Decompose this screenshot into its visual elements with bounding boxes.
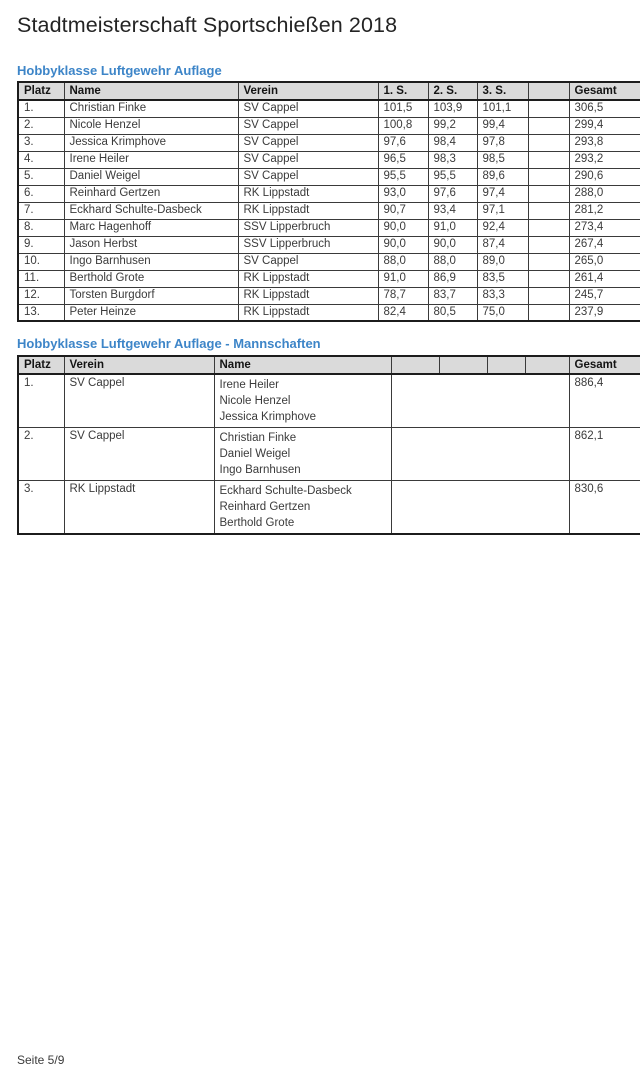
empty-cell (528, 304, 569, 321)
column-header-empty (439, 356, 487, 374)
table2-heading: Hobbyklasse Luftgewehr Auflage - Mannschaften (17, 336, 321, 351)
series3-cell: 97,4 (477, 185, 528, 202)
team-members-cell (214, 481, 391, 535)
verein-cell: SV Cappel (238, 134, 378, 151)
series2-cell: 86,9 (428, 270, 477, 287)
team-member-name: Ingo Barnhusen (219, 464, 301, 476)
platz-cell: 9. (18, 236, 64, 253)
series3-cell: 83,3 (477, 287, 528, 304)
verein-cell: SSV Lipperbruch (238, 236, 378, 253)
gesamt-cell: 299,4 (569, 117, 640, 134)
verein-cell: RK Lippstadt (238, 202, 378, 219)
gesamt-cell: 293,2 (569, 151, 640, 168)
series2-cell: 103,9 (428, 100, 477, 117)
series3-cell: 75,0 (477, 304, 528, 321)
platz-cell: 10. (18, 253, 64, 270)
series1-cell: 82,4 (378, 304, 428, 321)
column-header-verein: Verein (238, 82, 378, 100)
series1-cell: 95,5 (378, 168, 428, 185)
name-cell: Reinhard Gertzen (64, 185, 238, 202)
table-row (18, 428, 640, 481)
column-header-2-s-: 2. S. (428, 82, 477, 100)
gesamt-cell: 273,4 (569, 219, 640, 236)
empty-cell (528, 117, 569, 134)
gesamt-cell: 245,7 (569, 287, 640, 304)
platz-cell: 7. (18, 202, 64, 219)
column-header-empty (525, 356, 569, 374)
empty-cell (528, 219, 569, 236)
empty-cell (528, 134, 569, 151)
series2-cell: 99,2 (428, 117, 477, 134)
table-header-row (18, 82, 640, 100)
page-number: Seite 5/9 (17, 1053, 65, 1067)
team-member-name: Christian Finke (219, 432, 297, 444)
series2-cell: 98,4 (428, 134, 477, 151)
platz-cell: 5. (18, 168, 64, 185)
verein-cell: RK Lippstadt (238, 270, 378, 287)
verein-cell: SV Cappel (238, 100, 378, 117)
verein-cell: SSV Lipperbruch (238, 219, 378, 236)
gesamt-cell: 281,2 (569, 202, 640, 219)
name-cell: Daniel Weigel (64, 168, 238, 185)
verein-cell: SV Cappel (238, 168, 378, 185)
series2-cell: 88,0 (428, 253, 477, 270)
column-header-empty (528, 82, 569, 100)
table-row (18, 151, 640, 168)
team-member-name: Nicole Henzel (219, 395, 291, 407)
series3-cell: 99,4 (477, 117, 528, 134)
series2-cell: 97,6 (428, 185, 477, 202)
verein-cell: RK Lippstadt (238, 287, 378, 304)
series1-cell: 90,7 (378, 202, 428, 219)
team-members-cell (214, 374, 391, 428)
table-row (18, 168, 640, 185)
gesamt-cell: 267,4 (569, 236, 640, 253)
column-header-3-s-: 3. S. (477, 82, 528, 100)
name-cell: Eckhard Schulte-Dasbeck (64, 202, 238, 219)
column-header-gesamt: Gesamt (569, 356, 640, 374)
platz-cell: 2. (18, 428, 64, 481)
series2-cell: 98,3 (428, 151, 477, 168)
series1-cell: 96,5 (378, 151, 428, 168)
gesamt-cell: 306,5 (569, 100, 640, 117)
gesamt-cell: 261,4 (569, 270, 640, 287)
platz-cell: 2. (18, 117, 64, 134)
series3-cell: 97,1 (477, 202, 528, 219)
column-header-empty (391, 356, 439, 374)
series2-cell: 80,5 (428, 304, 477, 321)
results-table-teams (17, 355, 640, 535)
column-header-platz: Platz (18, 356, 64, 374)
gesamt-cell: 288,0 (569, 185, 640, 202)
column-header-platz: Platz (18, 82, 64, 100)
table-row (18, 100, 640, 117)
series3-cell: 89,6 (477, 168, 528, 185)
verein-cell: RK Lippstadt (238, 304, 378, 321)
column-header-verein: Verein (64, 356, 214, 374)
series3-cell: 83,5 (477, 270, 528, 287)
column-header-name: Name (64, 82, 238, 100)
series2-cell: 83,7 (428, 287, 477, 304)
platz-cell: 6. (18, 185, 64, 202)
empty-cell (391, 374, 569, 428)
name-cell: Jessica Krimphove (64, 134, 238, 151)
series1-cell: 93,0 (378, 185, 428, 202)
name-cell: Jason Herbst (64, 236, 238, 253)
series1-cell: 90,0 (378, 236, 428, 253)
table-row (18, 287, 640, 304)
name-cell: Nicole Henzel (64, 117, 238, 134)
series3-cell: 101,1 (477, 100, 528, 117)
series3-cell: 97,8 (477, 134, 528, 151)
table1-heading: Hobbyklasse Luftgewehr Auflage (17, 63, 222, 78)
table-row (18, 219, 640, 236)
table-row (18, 481, 640, 535)
column-header-empty (487, 356, 525, 374)
platz-cell: 11. (18, 270, 64, 287)
gesamt-cell: 862,1 (569, 428, 640, 481)
series3-cell: 89,0 (477, 253, 528, 270)
empty-cell (391, 428, 569, 481)
series2-cell: 93,4 (428, 202, 477, 219)
verein-cell: SV Cappel (238, 151, 378, 168)
empty-cell (528, 236, 569, 253)
verein-cell: RK Lippstadt (238, 185, 378, 202)
name-cell: Christian Finke (64, 100, 238, 117)
column-header-gesamt: Gesamt (569, 82, 640, 100)
gesamt-cell: 237,9 (569, 304, 640, 321)
name-cell: Marc Hagenhoff (64, 219, 238, 236)
verein-cell: SV Cappel (64, 428, 214, 481)
series1-cell: 90,0 (378, 219, 428, 236)
series2-cell: 91,0 (428, 219, 477, 236)
table-row (18, 185, 640, 202)
series3-cell: 98,5 (477, 151, 528, 168)
platz-cell: 3. (18, 134, 64, 151)
table-row (18, 202, 640, 219)
empty-cell (528, 270, 569, 287)
series2-cell: 90,0 (428, 236, 477, 253)
series1-cell: 91,0 (378, 270, 428, 287)
name-cell: Peter Heinze (64, 304, 238, 321)
gesamt-cell: 293,8 (569, 134, 640, 151)
table-row (18, 134, 640, 151)
platz-cell: 4. (18, 151, 64, 168)
series1-cell: 100,8 (378, 117, 428, 134)
name-cell: Berthold Grote (64, 270, 238, 287)
table-row (18, 374, 640, 428)
gesamt-cell: 265,0 (569, 253, 640, 270)
empty-cell (528, 253, 569, 270)
verein-cell: SV Cappel (64, 374, 214, 428)
team-members-cell (214, 428, 391, 481)
page-title: Stadtmeisterschaft Sportschießen 2018 (17, 13, 398, 37)
platz-cell: 3. (18, 481, 64, 535)
team-member-name: Eckhard Schulte-Dasbeck (219, 485, 352, 497)
platz-cell: 13. (18, 304, 64, 321)
empty-cell (528, 151, 569, 168)
empty-cell (528, 287, 569, 304)
platz-cell: 1. (18, 100, 64, 117)
table-row (18, 270, 640, 287)
name-cell: Ingo Barnhusen (64, 253, 238, 270)
verein-cell: SV Cappel (238, 253, 378, 270)
gesamt-cell: 290,6 (569, 168, 640, 185)
platz-cell: 8. (18, 219, 64, 236)
table-header-row (18, 356, 640, 374)
empty-cell (528, 168, 569, 185)
table-row (18, 236, 640, 253)
platz-cell: 1. (18, 374, 64, 428)
team-member-name: Reinhard Gertzen (219, 501, 311, 513)
series3-cell: 92,4 (477, 219, 528, 236)
series1-cell: 78,7 (378, 287, 428, 304)
table-row (18, 304, 640, 321)
table-row (18, 117, 640, 134)
series3-cell: 87,4 (477, 236, 528, 253)
empty-cell (528, 100, 569, 117)
series1-cell: 101,5 (378, 100, 428, 117)
series2-cell: 95,5 (428, 168, 477, 185)
team-member-name: Daniel Weigel (219, 448, 291, 460)
column-header-name: Name (214, 356, 391, 374)
series1-cell: 88,0 (378, 253, 428, 270)
empty-cell (528, 185, 569, 202)
team-member-name: Berthold Grote (219, 517, 295, 529)
column-header-1-s-: 1. S. (378, 82, 428, 100)
platz-cell: 12. (18, 287, 64, 304)
empty-cell (528, 202, 569, 219)
name-cell: Torsten Burgdorf (64, 287, 238, 304)
name-cell: Irene Heiler (64, 151, 238, 168)
table-row (18, 253, 640, 270)
verein-cell: RK Lippstadt (64, 481, 214, 535)
gesamt-cell: 830,6 (569, 481, 640, 535)
team-member-name: Irene Heiler (219, 379, 279, 391)
empty-cell (391, 481, 569, 535)
series1-cell: 97,6 (378, 134, 428, 151)
gesamt-cell: 886,4 (569, 374, 640, 428)
team-member-name: Jessica Krimphove (219, 411, 317, 423)
verein-cell: SV Cappel (238, 117, 378, 134)
results-table-individual (17, 81, 640, 322)
